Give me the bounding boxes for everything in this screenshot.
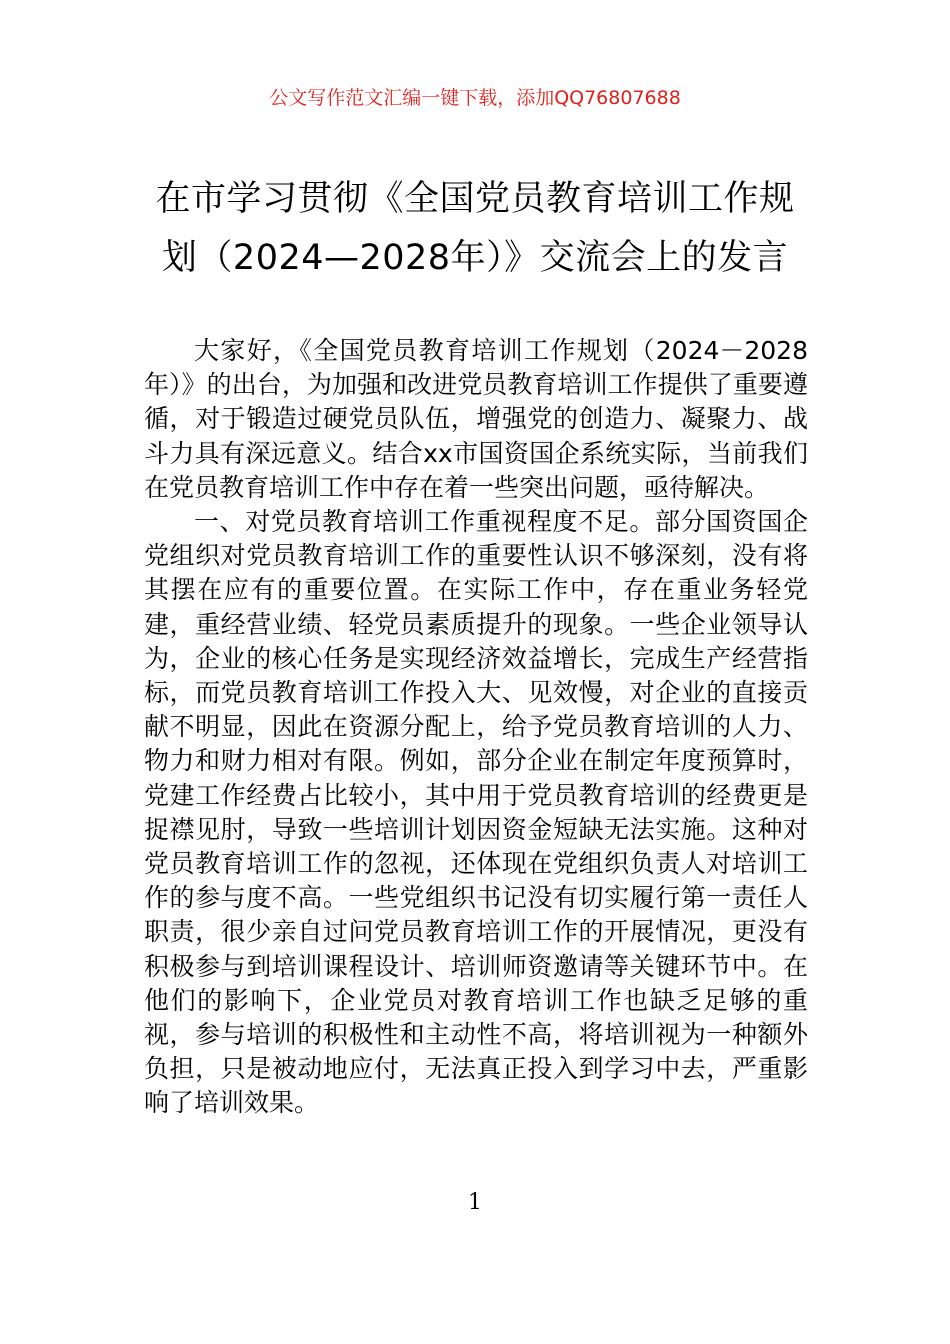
paragraph-section-one: 一、对党员教育培训工作重视程度不足。部分国资国企党组织对党员教育培训工作的重要性认识不够深刻，没有将其摆在应有的重要位置。在实际工作中，存在重业务轻党建，重经营业绩、轻党员素质提升的现象。一些企业领导认为，企业的核心任务是实现经济效益增长，完成生产经营指标，而党员教育培训工作投入大、见效慢，对企业的直接贡献不明显，因此在资源分配上，给予党员教育培训的人力、物力和财力相对有限。例如，部分企业在制定年度预算时，党建工作经费占比较小，其中用于党员教育培训的经费更是捉襟见肘，导致一些培训计划因资金短缺无法实施。这种对党员教育培训工作的忽视，还体现在党组织负责人对培训工作的参与度不高。一些党组织书记没有切实履行第一责任人职责，很少亲自过问党员教育培训工作的开展情况，更没有积极参与到培训课程设计、培训师资邀请等关键环节中。在他们的影响下，企业党员对教育培训工作也缺乏足够的重视，参与培训的积极性和主动性不高，将培训视为一种额外负担，只是被动地应付，无法真正投入到学习中去，严重影响了培训效果。 bbox=[144, 507, 808, 1118]
document-title: 在市学习贯彻《全国党员教育培训工作规划（2024—2028年）》交流会上的发言 bbox=[155, 179, 795, 278]
page-number: 1 bbox=[468, 1190, 482, 1215]
document-body bbox=[144, 334, 808, 1121]
paragraph-intro: 大家好，《全国党员教育培训工作规划（2024－2028年）》的出台，为加强和改进党员教育培训工作提供了重要遵循，对于锻造过硬党员队伍，增强党的创造力、凝聚力、战斗力具有深远意义。结合xx市国资国企系统实际，当前我们在党员教育培训工作中存在着一些突出问题，亟待解决。 bbox=[144, 336, 808, 502]
download-notice: 公文写作范文汇编一键下载，添加QQ76807688 bbox=[269, 87, 681, 109]
